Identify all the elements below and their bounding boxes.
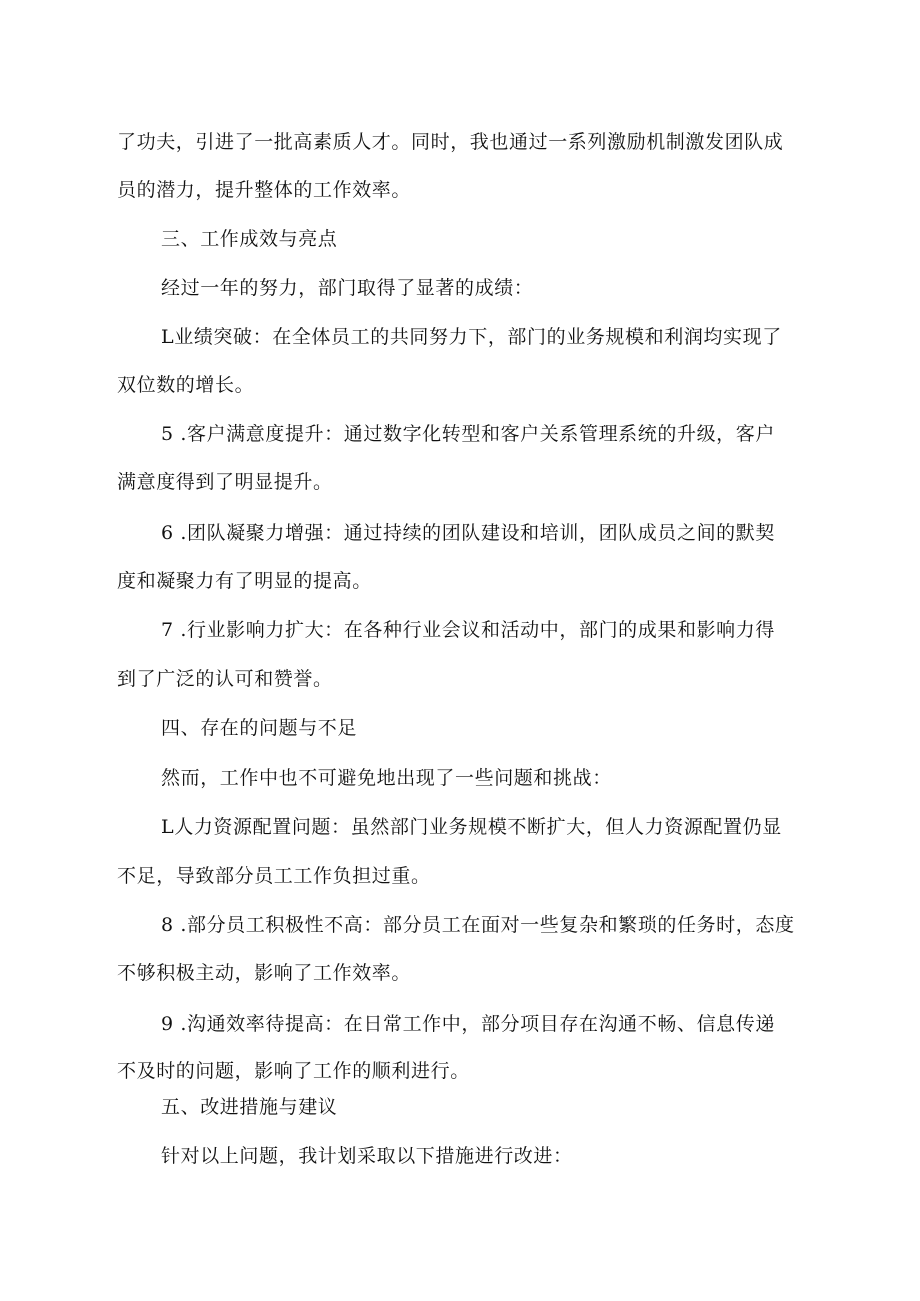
section-heading: 三、工作成效与亮点 (161, 228, 338, 250)
list-item-line: 双位数的增长。 (117, 374, 255, 396)
list-item-line: 7 .行业影响力扩大：在各种行业会议和活动中，部门的成果和影响力得 (161, 619, 775, 641)
paragraph-line: 然而，工作中也不可避免地出现了一些问题和挑战： (161, 767, 612, 789)
list-item-line: 6 .团队凝聚力增强：通过持续的团队建设和培训，团队成员之间的默契 (161, 522, 775, 544)
list-item-line: 不及时的问题，影响了工作的顺利进行。 (117, 1060, 470, 1082)
section-heading: 五、改进措施与建议 (161, 1096, 338, 1118)
list-item-line: 5 .客户满意度提升：通过数字化转型和客户关系管理系统的升级，客户 (161, 423, 775, 445)
list-item-line: 满意度得到了明显提升。 (117, 471, 333, 493)
list-item-line: L人力资源配置问题：虽然部门业务规模不断扩大，但人力资源配置仍显 (161, 816, 782, 838)
list-item-line: L业绩突破：在全体员工的共同努力下，部门的业务规模和利润均实现了 (161, 326, 782, 348)
paragraph-line: 员的潜力，提升整体的工作效率。 (117, 179, 412, 201)
list-item-line: 9 .沟通效率待提高：在日常工作中，部分项目存在沟通不畅、信息传递 (161, 1013, 775, 1035)
list-item-line: 不够积极主动，影响了工作效率。 (117, 962, 412, 984)
paragraph-line: 针对以上问题，我计划采取以下措施进行改进： (161, 1145, 573, 1167)
list-item-line: 8 .部分员工积极性不高：部分员工在面对一些复杂和繁琐的任务时，态度 (161, 914, 795, 936)
paragraph-line: 经过一年的努力，部门取得了显著的成绩： (161, 277, 534, 299)
list-item-line: 到了广泛的认可和赞誉。 (117, 668, 333, 690)
section-heading: 四、存在的问题与不足 (161, 717, 358, 739)
paragraph-line: 了功夫，引进了一批高素质人才。同时，我也通过一系列激励机制激发团队成 (117, 131, 784, 153)
list-item-line: 不足，导致部分员工工作负担过重。 (117, 865, 431, 887)
list-item-line: 度和凝聚力有了明显的提高。 (117, 570, 372, 592)
